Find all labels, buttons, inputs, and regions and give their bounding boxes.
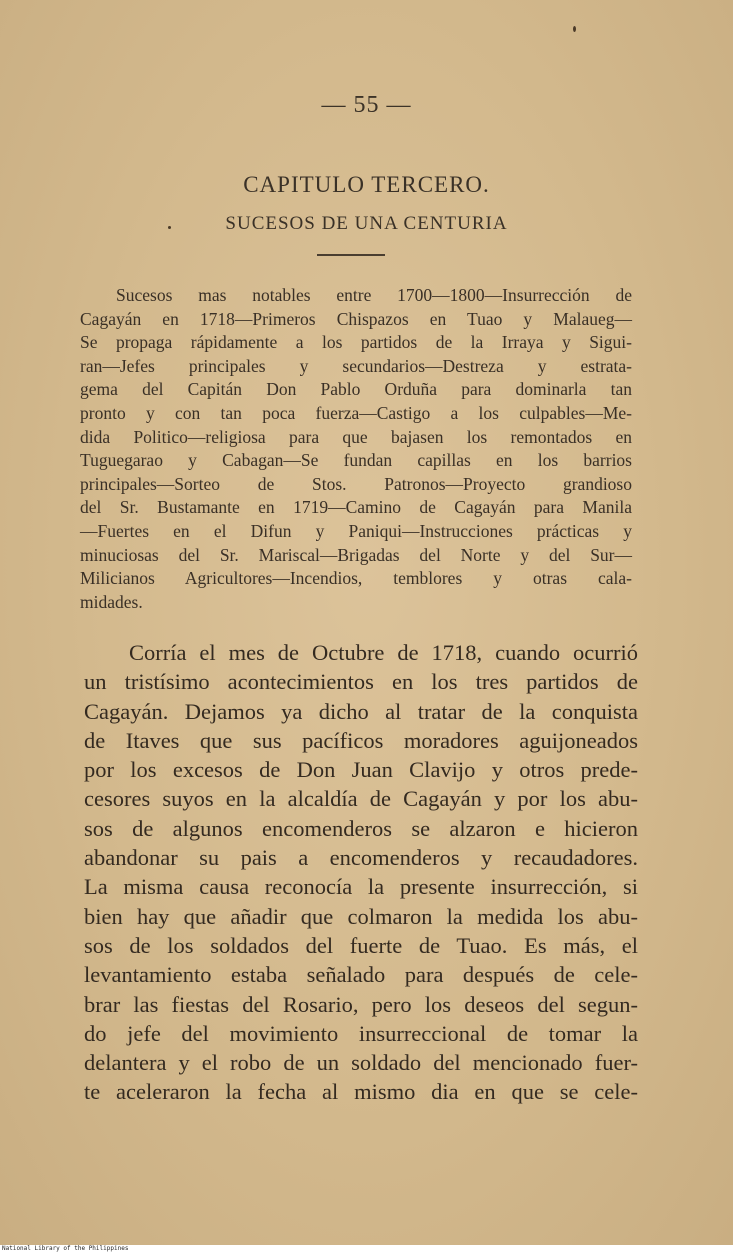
page-number: — 55 — [321, 92, 412, 118]
body-line: Cagayán. Dejamos ya dicho al tratar de la conquista [84, 698, 638, 724]
body-line: brar las fiestas del Rosario, pero los deseos del segun- [84, 991, 638, 1017]
summary-line: midades. [80, 591, 143, 612]
summary-line: gema del Capitán Don Pablo Orduña para dominarla tan [80, 379, 632, 400]
footer-credit: National Library of the Philippines [2, 1245, 129, 1252]
body-line: La misma causa reconocía la presente insurrección, si [84, 874, 638, 900]
chapter-subtitle: SUCESOS DE UNA CENTURIA [225, 213, 508, 234]
body-line: cesores suyos en la alcaldía de Cagayán y por los abu- [84, 786, 638, 812]
body-line: delantera y el robo de un soldado del mencionado fuer- [84, 1050, 638, 1076]
summary-line: dida Politico—religiosa para que bajasen los remontados en [80, 426, 632, 447]
summary-line: minuciosas del Sr. Mariscal—Brigadas del Norte y del Sur— [80, 544, 632, 565]
body-line: bien hay que añadir que colmaron la medida los abu- [84, 903, 638, 929]
summary-line: pronto y con tan poca fuerza—Castigo a los culpables—Me- [80, 402, 632, 423]
summary-line: Sucesos mas notables entre 1700—1800—Insurrección de [116, 285, 632, 305]
body-line: Corría el mes de Octubre de 1718, cuando ocurrió [129, 640, 638, 665]
summary-line: ran—Jefes principales y secundarios—Destreza y estrata- [80, 355, 632, 376]
summary-line: del Sr. Bustamante en 1719—Camino de Cagayán para Manila [80, 497, 632, 518]
body-line: por los excesos de Don Juan Clavijo y otros prede- [84, 757, 638, 783]
summary-line: principales—Sorteo de Stos. Patronos—Proyecto grandioso [80, 473, 632, 494]
summary-line: Se propaga rápidamente a los partidos de la Irraya y Sigui- [80, 332, 632, 353]
body-paragraph [84, 638, 638, 1107]
body-line: sos de algunos encomenderos se alzaron e hicieron [84, 815, 638, 841]
body-line: un tristísimo acontecimientos en los tres partidos de [84, 669, 638, 695]
chapter-summary [80, 284, 632, 614]
body-line: de Itaves que sus pacíficos moradores aguijoneados [84, 727, 638, 753]
summary-line: —Fuertes en el Difun y Paniqui—Instrucciones prácticas y [80, 520, 632, 541]
title-divider [317, 254, 385, 256]
summary-line: Milicianos Agricultores—Incendios, temblores y otras cala- [80, 568, 632, 589]
paper-speck [573, 26, 576, 32]
body-line: abandonar su pais a encomenderos y recaudadores. [84, 845, 638, 871]
paper-speck [168, 226, 171, 229]
chapter-title: CAPITULO TERCERO. [243, 172, 490, 197]
body-line: do jefe del movimiento insurreccional de tomar la [84, 1020, 638, 1046]
body-line: levantamiento estaba señalado para después de cele- [84, 962, 638, 988]
body-line: te aceleraron la fecha al mismo dia en que se cele- [84, 1079, 638, 1105]
summary-line: Cagayán en 1718—Primeros Chispazos en Tuao y Malaueg— [80, 308, 632, 329]
body-line: sos de los soldados del fuerte de Tuao. Es más, el [84, 932, 638, 958]
summary-line: Tuguegarao y Cabagan—Se fundan capillas en los barrios [80, 450, 632, 471]
